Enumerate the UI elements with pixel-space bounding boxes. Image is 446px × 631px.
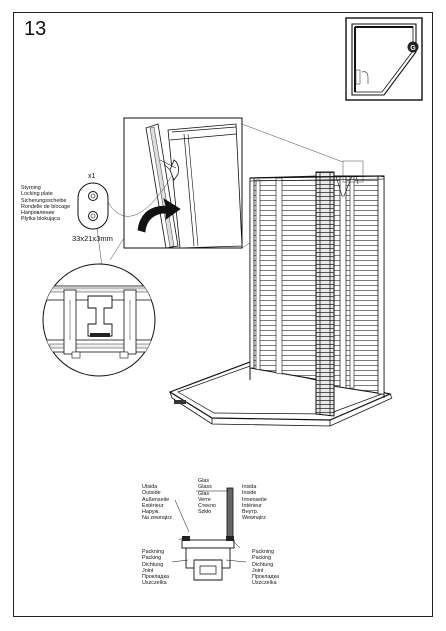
locking-plate-names — [21, 185, 70, 223]
locking-plate-name: Płytka blokująca — [21, 216, 60, 223]
inside-label: Внутр. — [242, 509, 259, 516]
packing-label: Packing — [252, 555, 272, 562]
inside-label: Intérieur — [242, 502, 262, 509]
glass-label: Glas — [198, 490, 210, 497]
packing-label: Joint — [252, 567, 264, 574]
locking-plate-dimensions: 33x21x3mm — [72, 234, 113, 243]
locking-plate-name: Locking plate — [21, 191, 53, 198]
packing-label: Uszczelka — [142, 580, 167, 587]
glass-label: Стекло — [198, 503, 216, 510]
packing-label: Joint — [142, 567, 154, 574]
outside-label: Наруж. — [142, 509, 160, 516]
outside-label: Extérieur — [142, 502, 164, 509]
packing-label: Uszczelka — [252, 580, 277, 587]
position-marker-letter: G — [410, 45, 416, 52]
outside-label: Na zewnątrz — [142, 515, 172, 522]
glass-label: Glas — [198, 478, 210, 484]
packing-label: Packning — [142, 549, 165, 555]
shower-position-minimap — [346, 18, 422, 100]
packing-label: Packing — [142, 555, 162, 562]
locking-plate-name: Sicherungsscheibe — [21, 197, 67, 204]
locking-plate — [78, 183, 108, 229]
inside-label: Insida — [242, 484, 257, 490]
outside-label: Außenseite — [142, 496, 170, 503]
outside-labels — [142, 484, 172, 522]
step-number: 13 — [24, 18, 47, 40]
glass-labels — [198, 478, 216, 516]
packing-labels-left — [142, 549, 169, 587]
glass-label: Verre — [198, 496, 211, 503]
glass-label: Glass — [198, 484, 212, 491]
inside-label: Inside — [242, 490, 257, 497]
locking-plate-quantity: x1 — [88, 173, 96, 180]
locking-plate-name: Rondelle de blocage — [21, 203, 71, 210]
packing-label: Packning — [252, 549, 275, 555]
outside-label: Utsida — [142, 484, 158, 490]
packing-label: Прокладка — [252, 574, 280, 581]
locking-plate-name: Напрявление — [21, 210, 55, 217]
inside-labels — [242, 484, 267, 522]
packing-label: Прокладка — [142, 574, 170, 581]
inside-label: Innenseite — [242, 496, 267, 503]
outside-label: Outside — [142, 490, 161, 497]
packing-label: Dichtung — [142, 561, 164, 568]
profile-section-detail — [43, 264, 156, 376]
inside-label: Wewnątrz — [242, 515, 266, 522]
packing-labels-right — [252, 549, 279, 587]
locking-plate-name: Styrning — [21, 185, 41, 191]
glass-label: Szkło — [198, 509, 212, 516]
packing-label: Dichtung — [252, 561, 274, 568]
